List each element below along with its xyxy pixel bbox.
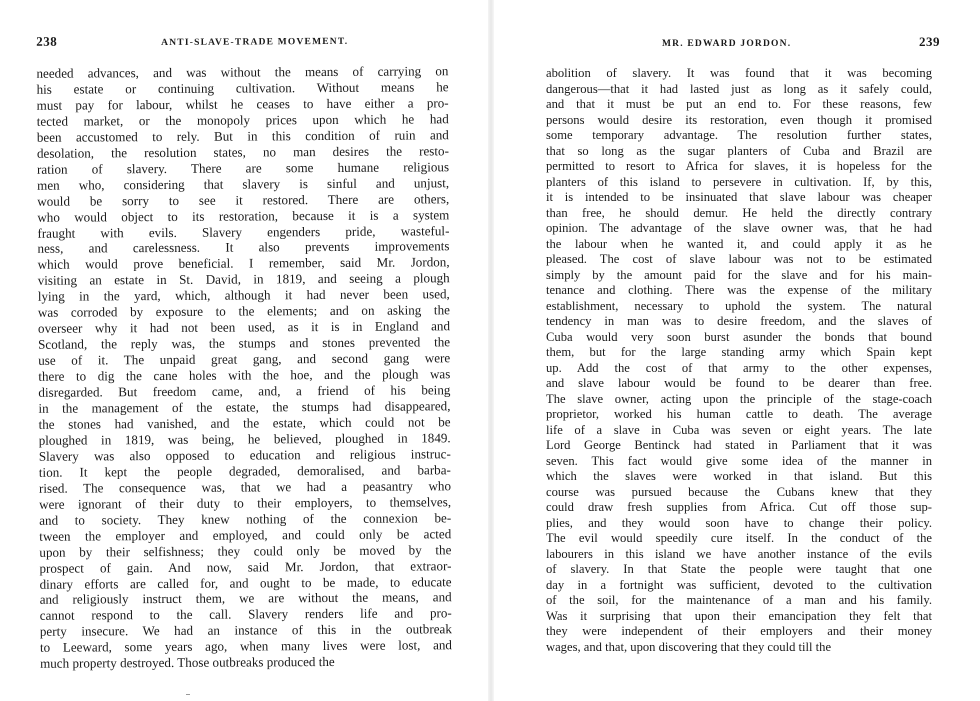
text-line: planters of this island to persevere in cultivation. If, by this, — [546, 174, 932, 189]
text-line: Was it surprising that upon their emancipation they felt that — [546, 608, 932, 623]
text-line: persons would desire its restoration, even though it promised — [546, 112, 932, 127]
text-line: the stones had vanished, and the estate, which could not be — [38, 414, 451, 432]
text-line: desolation, the resolution states, no man desires the resto- — [36, 143, 449, 161]
text-line: who would object to its restoration, because it is a system — [37, 206, 450, 225]
text-line: Lord George Bentinck had stated in Parliament that it was — [546, 438, 932, 452]
text-line: could draw fresh supplies from Africa. Cut off those sup- — [546, 500, 932, 514]
text-line: plies, and they would soon have to change their policy. — [546, 515, 932, 530]
text-line: opinion. The advantage of the slave owner was, that he had — [546, 221, 932, 235]
text-line: simply by the amount paid for the slave and for his main- — [546, 267, 932, 282]
text-line: which would prove beneficial. I remember, said Mr. Jordon, — [37, 254, 450, 273]
text-line: dangerous—that it had lasted just as long as it safely could, — [546, 81, 932, 96]
text-line: of the soil, for the maintenance of a man and his family. — [546, 593, 932, 607]
text-line: pleased. The cost of slave labour was not to be estimated — [546, 252, 932, 266]
text-line: ness, and carelessness. It also prevents improvements — [37, 238, 450, 257]
text-line: of slavery. In that State the people were taught that one — [546, 562, 932, 576]
text-line: were ignorant of their duty to their employers, to themselves, — [39, 493, 452, 512]
text-line: and slave labour would be found to be dearer than free. — [546, 376, 932, 390]
text-line: his estate or continuing cultivation. Without means he — [36, 79, 449, 97]
text-line: perty insecure. We had an instance of this in the outbreak — [39, 621, 452, 640]
left-page-body — [36, 63, 452, 672]
left-running-head: ANTI-SLAVE-TRADE MOVEMENT. — [161, 36, 349, 49]
text-line: it is intended to be insinuated that slave labour was cheaper — [546, 190, 932, 204]
text-line: needed advances, and was without the means of carrying on — [36, 63, 449, 81]
right-running-head: MR. EDWARD JORDON. — [662, 39, 792, 49]
text-line: labourers in this island we have another instance of the evils — [546, 546, 932, 561]
text-line: them, but for the large standing army which Spain kept — [546, 345, 932, 359]
text-line: wages, and that, upon discovering that they could till the — [546, 639, 832, 654]
text-line: disregarded. But freedom came, and, a friend of his being — [38, 382, 451, 400]
text-line: would be sorry to see it restored. There are others, — [37, 190, 450, 209]
text-line: Cuba would very soon burst asunder the bonds that bound — [546, 329, 932, 344]
text-line: than free, he should demur. He held the directly contrary — [546, 205, 932, 220]
text-line: was corroded by exposure to the elements; and on asking the — [37, 302, 450, 321]
text-line: tion. It kept the people degraded, demoralised, and barba- — [38, 462, 451, 480]
scan-mark — [186, 694, 190, 695]
text-line: The evil would speedily cure itself. In the conduct of the — [546, 531, 932, 545]
text-line: up. Add the cost of that army to the other expenses, — [546, 360, 932, 375]
left-page-header — [36, 31, 460, 56]
text-line: visiting an estate in St. David, in 1819, and seeing a plough — [37, 270, 450, 289]
right-page-number: 239 — [919, 34, 940, 49]
text-line: they were independent of their employers and their money — [546, 624, 932, 638]
text-line: day in a fortnight was sufficient, devoted to the cultivation — [546, 577, 932, 592]
text-line: the labour when he wanted it, and could apply it as he — [546, 236, 932, 251]
text-line: seven. This fact would give some idea of the manner in — [546, 453, 932, 468]
text-line: establishment, necessary to uphold the system. The natural — [546, 298, 932, 313]
text-line: dinary efforts are called for, and ought to be made, to educate — [39, 573, 452, 592]
right-page-header — [546, 34, 940, 56]
left-page-number: 238 — [36, 33, 58, 49]
text-line: tendency in man was to desire freedom, and the slaves of — [546, 314, 932, 328]
text-line: permitted to resort to Africa for slaves, it is hopeless for the — [546, 159, 932, 173]
text-line: there to dig the cane holes with the hoe, and the plough was — [38, 366, 451, 384]
text-line: upon by their selfishness; they could only be moved by the — [39, 541, 452, 560]
text-line: use of it. The unpaid great gang, and second gang were — [38, 350, 451, 368]
text-line: men who, considering that slavery is sinful and unjust, — [37, 174, 450, 193]
text-line: fraught with evils. Slavery engenders pride, wasteful- — [37, 222, 450, 241]
text-line: much property destroyed. Those outbreaks produced the — [40, 654, 335, 672]
text-line: Slavery was also opposed to education and religious instruc- — [38, 446, 451, 464]
text-line: Scotland, the reply was, the stumps and stones prevented the — [38, 334, 451, 352]
text-line: must pay for labour, whilst he ceases to have either a pro- — [36, 95, 449, 113]
text-line: proprietor, worked his human cattle to death. The average — [546, 407, 932, 421]
text-line: that so long as the sugar planters of Cuba and Brazil are — [546, 143, 932, 158]
text-line: been accustomed to rely. But in this condition of ruin and — [36, 127, 449, 145]
text-line: ration of slavery. There are some humane religious — [36, 158, 450, 177]
text-line: which the slaves were worked in that island. But this — [546, 469, 932, 483]
text-line: life of a slave in Cuba was seven or eight years. The late — [546, 422, 932, 437]
text-line: in the management of the estate, the stumps had disappeared, — [38, 398, 451, 416]
text-line: cannot respond to the call. Slavery renders life and pro- — [39, 605, 452, 624]
text-line: and to society. They knew nothing of the connexion be- — [39, 509, 452, 528]
text-line: ploughed in 1819, was being, he believed, ploughed in 1849. — [38, 430, 451, 448]
text-line: tween the employer and employed, and could only be acted — [39, 525, 452, 544]
text-line: overseer why it had not been used, as it is in England and — [37, 318, 451, 337]
right-page — [490, 0, 980, 701]
text-line: tected market, or the monopoly prices upon which he had — [36, 111, 449, 129]
text-line: and religiously instruct them, we are without the means, and — [39, 589, 452, 608]
text-line: course was pursued because the Cubans knew that they — [546, 484, 932, 499]
text-line: prospect of gain. And now, said Mr. Jordon, that extraor- — [39, 557, 452, 576]
text-line: The slave owner, acting upon the principle of the stage-coach — [546, 391, 932, 406]
text-line: lying in the yard, which, although it had never been used, — [37, 286, 450, 305]
right-page-body — [546, 66, 932, 655]
text-line: to Leeward, some years ago, when many lives were lost, and — [39, 637, 452, 656]
text-line: and that it must be put an end to. For these reasons, few — [546, 97, 932, 111]
text-line: abolition of slavery. It was found that it was becoming — [546, 66, 932, 80]
text-line: tenance and clothing. There was the expense of the military — [546, 283, 932, 297]
text-line: rised. The consequence was, that we had a peasantry who — [38, 478, 452, 496]
text-line: some temporary advantage. The resolution further states, — [546, 128, 932, 142]
